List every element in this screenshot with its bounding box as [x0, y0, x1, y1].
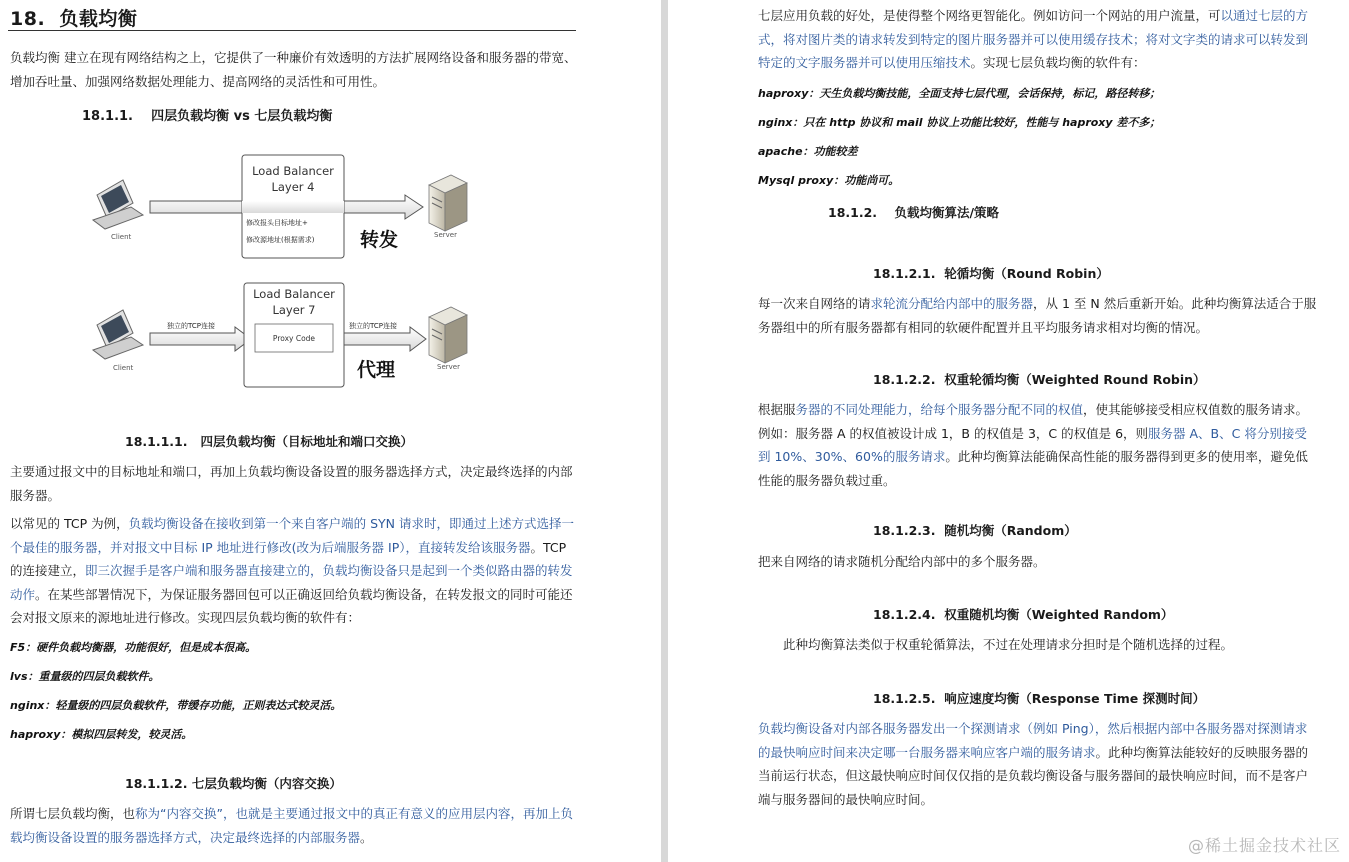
software-item-nginx: [758, 114, 1160, 130]
highlight-run: 求轮流分配给内部中的服务器: [870, 296, 1034, 311]
section-number: 18.1.2.1.: [873, 266, 936, 281]
text-run: 。实现七层负载均衡的软件有：: [970, 55, 1146, 70]
software-item-haproxy: [10, 726, 192, 742]
highlight-run: 以通过七层的方式，将对图片类的请求转发到特定的图片服务器并可以使用缓存技术；将对文字类的请求可以转发到特定的文字服务器并可以使用压缩技术: [758, 8, 1309, 70]
layer4-client-label: Client: [111, 233, 132, 241]
layer7-client-label: Client: [113, 364, 134, 372]
section-1812-heading: [828, 203, 999, 221]
right-page: [668, 0, 1349, 862]
l4-description-paragraph: 主要通过报文中的目标地址和端口，再加上负载均衡设备设置的服务器选择方式，决定最终选择的内部服务器。: [10, 464, 573, 503]
watermark: @稀土掘金技术社区: [1187, 836, 1341, 855]
section-1811-heading: [82, 105, 332, 124]
software-item-apache: [758, 143, 858, 159]
intro-paragraph: 负载均衡 建立在现有网络结构之上，它提供了一种廉价有效透明的方法扩展网络设备和服务器的带宽、增加吞吐量、加强网络数据处理能力、提高网络的灵活性和可用性。: [10, 50, 577, 89]
software-name: Mysql proxy：: [758, 174, 845, 187]
software-desc: 只在 http 协议和 mail 协议上功能比较好，性能与 haproxy 差不多；: [803, 116, 1161, 129]
layer7-server-label: Server: [437, 363, 460, 371]
tcp-right-label: 独立的TCP连接: [349, 322, 397, 330]
tcp-example-paragraph: [10, 512, 578, 630]
chapter-number: 18.: [10, 8, 46, 30]
section-title: 随机均衡（Random）: [944, 523, 1077, 538]
text-run: ，使其能够接受相应权值数的服务请求。例如：服务器 A 的权值被设计成 1，B 的权值是 3，C 的权值是 6，则: [758, 402, 1309, 441]
software-desc: 重量级的四层负载软件。: [38, 670, 160, 683]
section-number: 18.1.2.2.: [873, 372, 936, 387]
l7-benefit-paragraph: [758, 4, 1318, 75]
software-item-lvs: [10, 668, 160, 684]
section-title: 响应速度均衡（Response Time 探测时间）: [944, 691, 1206, 706]
section-round-robin-heading: [873, 264, 1109, 282]
section-title: 轮循均衡（Round Robin）: [944, 266, 1109, 281]
software-name: haproxy：: [758, 87, 820, 100]
layer4-vs-layer7-diagram: [85, 145, 505, 390]
layer7-left-arrow: [150, 327, 251, 351]
text-run: 所谓七层负载均衡，也: [10, 806, 136, 821]
software-item-mysql-proxy: [758, 172, 899, 188]
software-name: haproxy：: [10, 728, 72, 741]
text-run: 每一次来自网络的请: [758, 296, 871, 311]
random-paragraph: 把来自网络的请求随机分配给内部中的多个服务器。: [758, 554, 1046, 569]
layer7-right-arrow: [344, 327, 426, 351]
software-name: nginx：: [758, 116, 804, 129]
tcp-left-label: 独立的TCP连接: [167, 322, 215, 330]
text-run: 。在某些部署情况下，为保证服务器回包可以正确返回给负载均衡设备，在转发报文的同时可能还会对报文原来的源地址进行修改。实现四层负载均衡的软件有：: [10, 586, 573, 625]
page-gutter: [661, 0, 668, 862]
section-number: 18.1.1.: [82, 109, 133, 124]
chapter-rule: [8, 30, 576, 31]
layer4-server-label: Server: [434, 231, 457, 239]
software-item-nginx: [10, 697, 341, 713]
response-time-paragraph: [758, 717, 1318, 811]
layer7-lb-line1: Load Balancer: [253, 287, 335, 301]
text-run: 。TCP 的连接建立，: [10, 539, 567, 578]
section-title: 四层负载均衡（目标地址和端口交换）: [200, 434, 414, 449]
layer4-note1: 修改报头目标地址+: [246, 219, 308, 227]
section-title: 负载均衡算法/策略: [894, 205, 1000, 220]
layer7-client-laptop-icon: [93, 310, 143, 359]
section-number: 18.1.2.4.: [873, 607, 936, 622]
section-weighted-random-heading: [873, 605, 1173, 623]
layer4-server-icon: [429, 175, 467, 231]
highlight-run: 负载均衡设备对内部各服务器发出一个探测请求（例如 Ping），然后根据内部中各服务器对探测请求的最快响应时间来决定哪一台服务器来响应客户端的服务请求: [758, 721, 1308, 760]
chapter-title: 负载均衡: [59, 8, 138, 30]
section-number: 18.1.1.1.: [125, 434, 188, 449]
software-name: lvs：: [10, 670, 39, 683]
highlight-run: 务器的不同处理能力，给每个服务器分配不同的权值: [795, 402, 1084, 417]
weighted-round-robin-paragraph: [758, 398, 1318, 492]
section-number: 18.1.2.3.: [873, 523, 936, 538]
software-desc: 功能尚可。: [844, 174, 900, 187]
software-desc: 天生负载均衡技能，全面支持七层代理，会话保持，标记，路径转移；: [819, 87, 1161, 100]
software-name: nginx：: [10, 699, 56, 712]
software-item-haproxy: [758, 85, 1160, 101]
text-run: ，从 1 至 N 然后重新开始。此种均衡算法适合于服务器组中的所有服务器都有相同的软硬件配置并且平均服务请求相对均衡的情况。: [758, 296, 1317, 335]
section-title: 七层负载均衡（内容交换）: [191, 776, 342, 791]
section-title: 权重随机均衡（Weighted Random）: [944, 607, 1174, 622]
section-title: 四层负载均衡 vs 七层负载均衡: [151, 109, 333, 124]
layer4-lb-line2: Layer 4: [271, 180, 315, 194]
software-desc: 硬件负载均衡器，功能很好，但是成本很高。: [36, 641, 257, 654]
highlight-run: 称为“内容交换”，也就是主要通过报文中的真正有意义的应用层内容，再加上负载均衡设备设置的服务器选择方式，决定最终选择的内部服务器: [10, 806, 573, 845]
section-random-heading: [873, 521, 1077, 539]
proxy-label: 代理: [357, 359, 396, 381]
round-robin-paragraph: [758, 292, 1318, 339]
left-page: [0, 0, 661, 862]
weighted-random-paragraph: 此种均衡算法类似于权重轮循算法，不过在处理请求分担时是个随机选择的过程。: [783, 637, 1234, 652]
text-run: 。: [360, 829, 373, 845]
software-desc: 功能较差: [813, 145, 858, 158]
text-run: 以常见的 TCP 为例，: [10, 516, 129, 531]
section-number: 18.1.1.2.: [125, 776, 188, 791]
section-number: 18.1.2.: [828, 205, 878, 220]
layer4-client-laptop-icon: [93, 180, 143, 229]
section-title: 权重轮循均衡（Weighted Round Robin）: [944, 372, 1206, 387]
highlight-run: 负载均衡设备在接收到第一个来自客户端的 SYN 请求时，即通过上述方式选择一个最佳的服务器，并对报文中目标 IP 地址进行修改(改为后端服务器 IP），直接转发给该服务器: [10, 516, 574, 555]
highlight-run: 即三次握手是客户端和服务器直接建立的，负载均衡设备只是起到一个类似路由器的转发动作: [10, 563, 573, 602]
software-name: apache：: [758, 145, 814, 158]
l7-description-paragraph: [10, 802, 578, 849]
software-item-f5: [10, 639, 256, 655]
layer4-arrow-through: [242, 201, 344, 213]
section-number: 18.1.2.5.: [873, 691, 936, 706]
layer7-server-icon: [429, 307, 467, 363]
proxy-code-label: Proxy Code: [272, 334, 316, 343]
text-run: 七层应用负载的好处，是使得整个网络更智能化。例如访问一个网站的用户流量，可: [758, 8, 1221, 23]
forward-label: 转发: [360, 229, 399, 251]
section-response-time-heading: [873, 689, 1205, 707]
layer4-lb-line1: Load Balancer: [252, 164, 334, 178]
chapter-heading: [10, 4, 137, 31]
text-run: 。此种均衡算法能确保高性能的服务器得到更多的使用率，避免低性能的服务器负载过重。: [758, 449, 1308, 488]
text-run: 根据服: [758, 402, 796, 417]
layer7-lb-line2: Layer 7: [272, 303, 316, 317]
layer4-note2: 修改源地址(根据需求): [246, 236, 315, 244]
highlight-run: 服务器 A、B、C 将分别接受到 10%、30%、60%的服务请求: [758, 425, 1307, 464]
section-18111-heading: [125, 432, 413, 450]
software-name: F5：: [10, 641, 37, 654]
software-desc: 轻量级的四层负载软件，带缓存功能，正则表达式较灵活。: [55, 699, 342, 712]
text-run: 。此种均衡算法能较好的反映服务器的当前运行状态，但这最快响应时间仅仅指的是负载均衡设备与服务器间的最快响应时间，而不是客户端与服务器间的最快响应时间。: [758, 744, 1309, 807]
section-weighted-round-robin-heading: [873, 370, 1206, 388]
software-desc: 模拟四层转发，较灵活。: [71, 728, 193, 741]
section-18112-heading: [125, 774, 342, 792]
